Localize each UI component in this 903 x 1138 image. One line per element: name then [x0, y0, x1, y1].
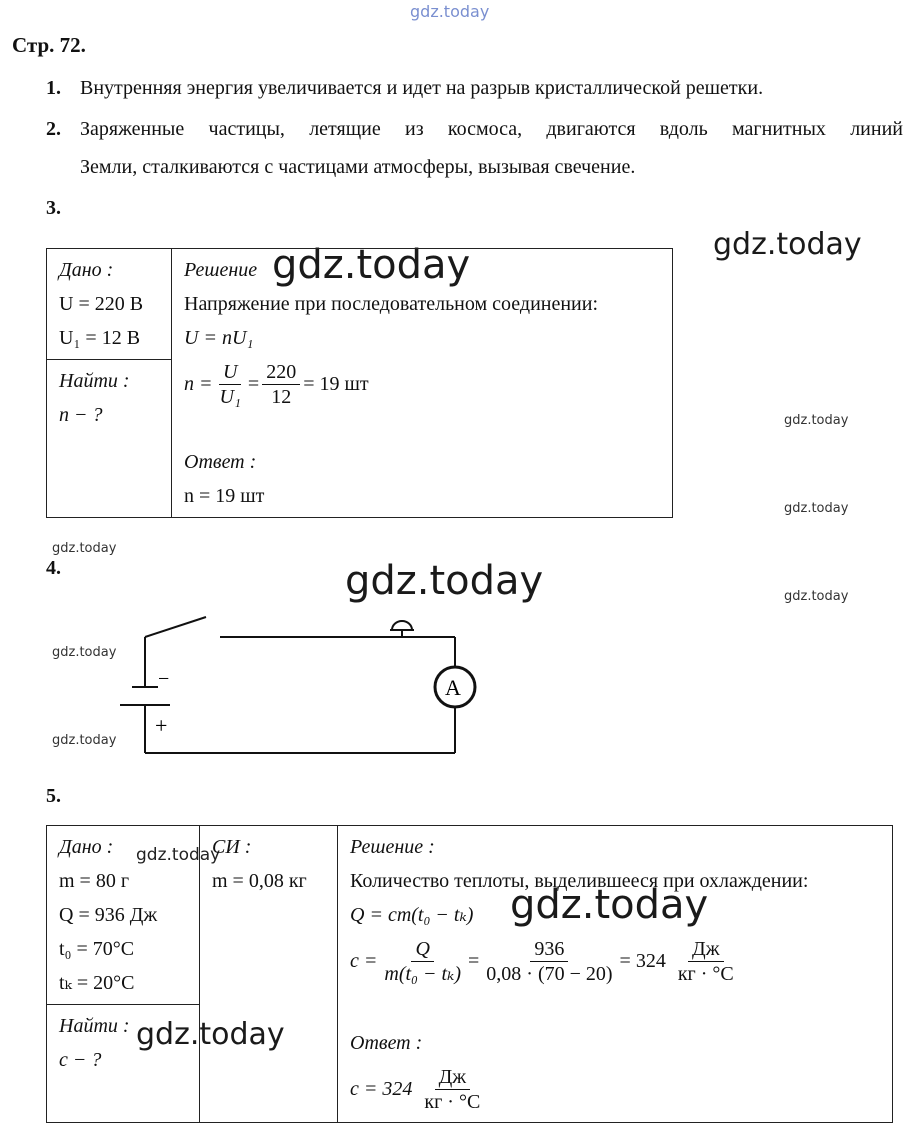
- answer-label: Ответ :: [184, 451, 257, 473]
- solution-text: Количество теплоты, выделившееся при охлаждении:: [350, 870, 809, 892]
- si-value: m = 0,08 кг: [212, 870, 307, 892]
- watermark: gdz.today: [136, 845, 221, 865]
- solution-cell: [172, 249, 673, 518]
- watermark: gdz.today: [272, 242, 471, 288]
- watermark: gdz.today: [784, 501, 849, 516]
- given-value: m = 80 г: [59, 870, 130, 892]
- watermark: gdz.today: [52, 645, 117, 660]
- given-value: t₀ = 70°C: [59, 938, 135, 960]
- page-title: Стр. 72.: [12, 33, 86, 57]
- item-text: Внутренняя энергия увеличивается и идет на разрыв кристаллической решетки.: [80, 77, 764, 99]
- answer: n = 19 шт: [184, 485, 265, 507]
- watermark: gdz.today: [784, 413, 849, 428]
- watermark: gdz.today: [345, 558, 544, 604]
- given-cell: [47, 249, 172, 360]
- formula: Q = cm(t₀ − tₖ): [350, 904, 474, 926]
- watermark: gdz.today: [713, 227, 862, 262]
- watermark-top: gdz.today: [410, 2, 490, 21]
- find-value: c − ?: [59, 1049, 102, 1071]
- solution-text: Напряжение при последовательном соединении:: [184, 293, 599, 315]
- watermark: gdz.today: [784, 589, 849, 604]
- si-cell: [200, 826, 338, 1123]
- find-label: Найти :: [59, 1015, 130, 1037]
- switch: [145, 617, 206, 637]
- circuit-diagram: [110, 605, 490, 765]
- find-value: n − ?: [59, 404, 103, 426]
- find-label: Найти :: [59, 370, 130, 392]
- bell: [392, 621, 412, 630]
- watermark: gdz.today: [52, 733, 117, 748]
- ammeter-label: A: [445, 675, 461, 700]
- find-cell: [47, 1005, 200, 1123]
- task3-solution-table: [46, 248, 673, 518]
- minus-sign: −: [158, 668, 170, 690]
- item-number: 3.: [46, 197, 61, 219]
- item-number: 5.: [46, 785, 61, 807]
- item-text: Земли, сталкиваются с частицами атмосферы, вызывая свечение.: [80, 156, 636, 178]
- given-label: Дано :: [59, 259, 114, 281]
- given-value: U₁ = 12 В: [59, 327, 141, 349]
- given-value: U = 220 В: [59, 293, 144, 315]
- given-value: Q = 936 Дж: [59, 904, 158, 926]
- given-value: tₖ = 20°C: [59, 972, 135, 994]
- watermark: gdz.today: [510, 882, 709, 928]
- answer: c = 324 $\frac{Дж}{кг \cdot ^\circ С}$: [350, 1065, 481, 1113]
- formula: U = nU₁: [184, 327, 254, 349]
- watermark: gdz.today: [136, 1017, 285, 1052]
- formula: c = $\frac{Q}{\text{m(t₀ − tₖ)}}$ = $\frac{936}{0,08 \cdot (70 - 20)}$ = 324 $\frac{Дж}{кг \cdot ^\circ С}$: [350, 937, 734, 985]
- item-number: 1.: [46, 77, 61, 99]
- plus-sign: +: [155, 713, 168, 738]
- formula: n = $\frac{U}{\text{U₁}}$ = $\frac{220}{12}$ = 19 шт: [184, 360, 369, 408]
- watermark: gdz.today: [52, 541, 117, 556]
- solution-label: Решение: [184, 259, 258, 281]
- answer-label: Ответ :: [350, 1032, 423, 1054]
- task5-solution-table: [46, 825, 893, 1123]
- given-cell: [47, 826, 200, 1005]
- solution-cell: [338, 826, 893, 1123]
- given-label: Дано :: [59, 836, 114, 858]
- solution-label: Решение :: [350, 836, 435, 858]
- find-cell: [47, 360, 172, 518]
- item-text: Заряженные частицы, летящие из космоса, двигаются вдоль магнитных линий: [80, 118, 903, 140]
- item-number: 4.: [46, 557, 61, 579]
- item-number: 2.: [46, 118, 61, 140]
- si-label: СИ :: [212, 836, 252, 858]
